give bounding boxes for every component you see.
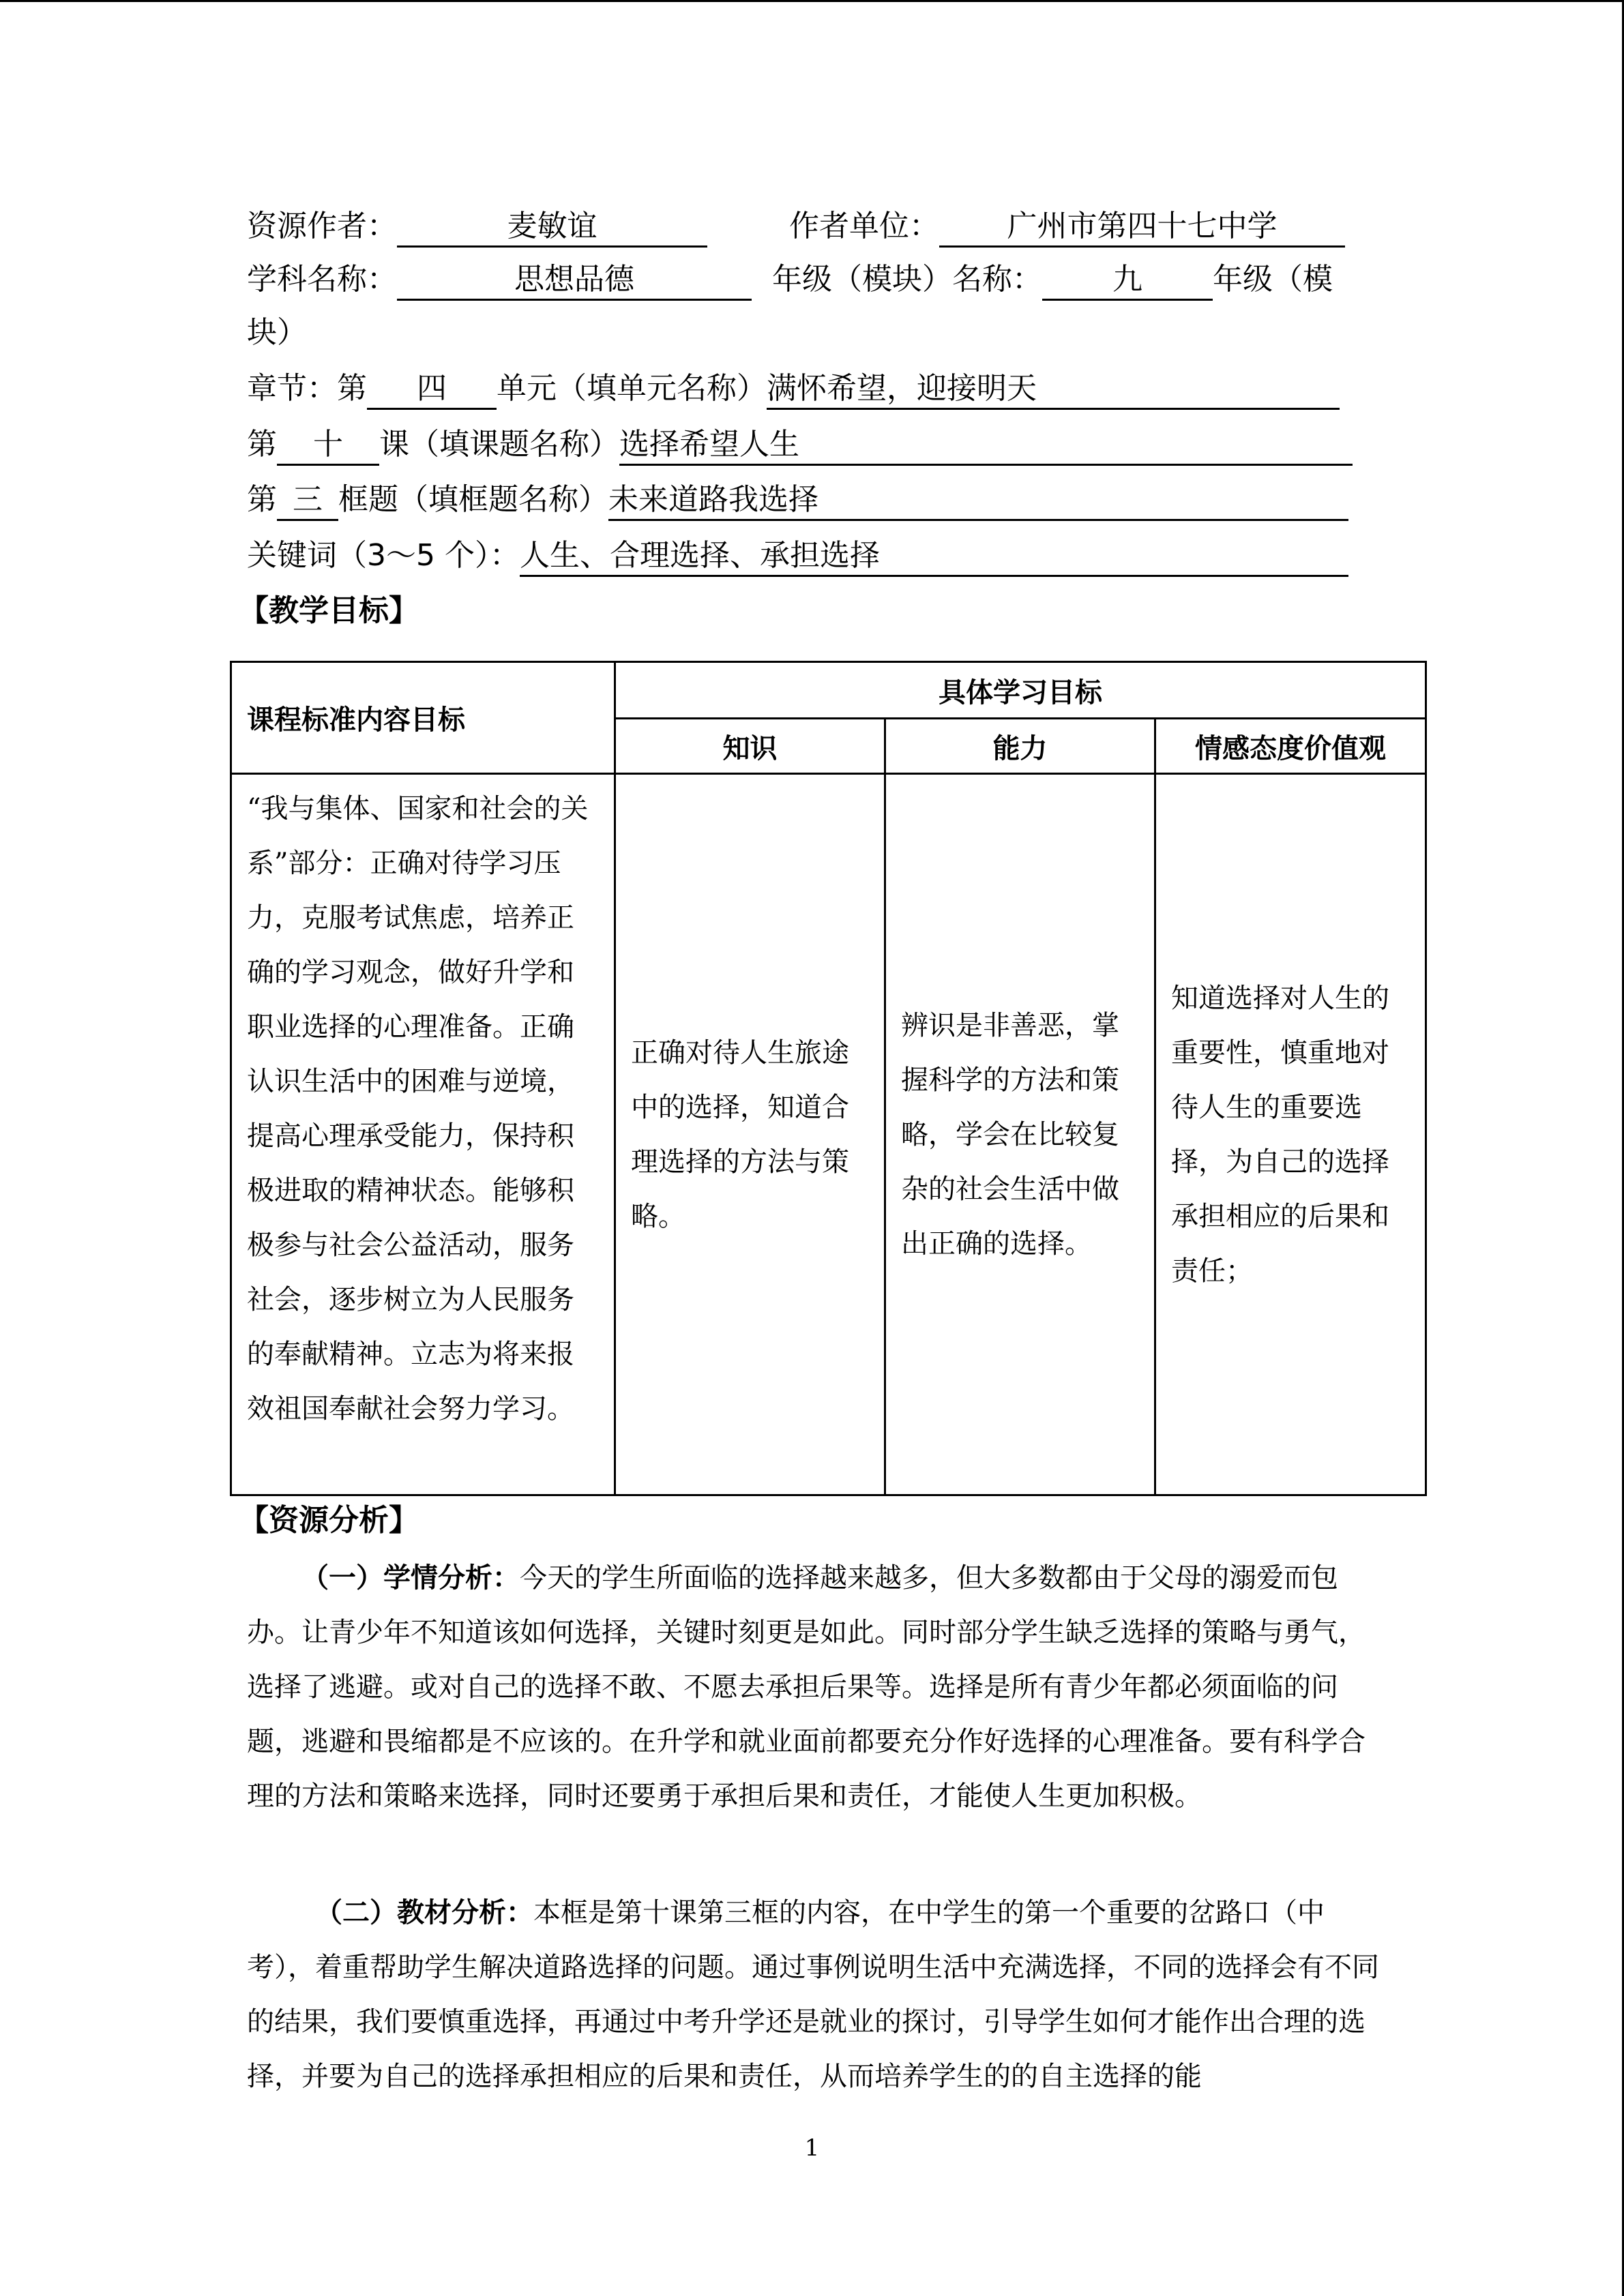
keywords-line [247, 535, 1348, 577]
student-analysis-paragraph [247, 1551, 1379, 1823]
attitude-cell: 知道选择对人生的重要性，慎重地对待人生的重要选择，为自己的选择承担相应的后果和责任； [1155, 774, 1426, 1495]
textbook-analysis-text: 本框是第十课第三框的内容，在中学生的第一个重要的岔路口（中考），着重帮助学生解决道路选择的问题。通过事例说明生活中充满选择，不同的选择会有不同的结果，我们要慎重选择，再通过中考升学还是就业的探讨，引导学生如何才能作出合理的选择，并要为自己的选择承担相应的后果和责任，从而培养学生的的自主选择的能 [247, 1897, 1379, 2092]
subject-label: 学科名称： [247, 262, 397, 297]
keywords-label: 关键词（3～5 个）： [247, 538, 520, 573]
textbook-analysis-paragraph [247, 1885, 1379, 2104]
col-header-knowledge: 知识 [615, 719, 885, 774]
frame-mid: 框题（填框题名称） [338, 482, 608, 517]
lesson-line [247, 424, 1353, 466]
ability-cell: 辨识是非善恶，掌握科学的方法和策略，学会在比较复杂的社会生活中做出正确的选择。 [885, 774, 1155, 1495]
teaching-goals-table [230, 661, 1427, 1496]
chapter-mid: 单元（填单元名称） [497, 371, 767, 406]
grade-suffix: 年级（模 [1213, 262, 1333, 297]
lesson-label: 第 [247, 427, 277, 462]
keywords-value: 人生、合理选择、承担选择 [520, 537, 1348, 577]
unit-label: 作者单位： [789, 209, 939, 243]
frame-label: 第 [247, 482, 277, 517]
author-label: 资源作者： [247, 209, 397, 243]
lesson-number: 十 [277, 426, 379, 466]
chapter-line [247, 368, 1340, 410]
col-header-attitude: 情感态度价值观 [1155, 719, 1426, 774]
textbook-analysis-label: （二）教材分析： [315, 1897, 533, 1928]
resource-analysis-heading: 【资源分析】 [239, 1503, 419, 1538]
subject-line [247, 259, 1333, 301]
unit-value: 广州市第四十七中学 [939, 207, 1345, 248]
student-analysis-text: 今天的学生所面临的选择越来越多，但大多数都由于父母的溺爱而包办。让青少年不知道该如何选择，关键时刻更是如此。同时部分学生缺乏选择的策略与勇气，选择了逃避。或对自己的选择不敢、不愿去承担后果等。选择是所有青少年都必须面临的问题，逃避和畏缩都是不应该的。在升学和就业面前都要充分作好选择的心理准备。要有科学合理的方法和策略来选择，同时还要勇于承担后果和责任，才能使人生更加积极。 [247, 1562, 1365, 1812]
table-header-row [231, 662, 1426, 719]
frame-line [247, 479, 1348, 521]
chapter-number: 四 [367, 370, 497, 410]
table-row [231, 774, 1426, 1495]
frame-name: 未来道路我选择 [608, 481, 1348, 521]
standard-cell: “我与集体、国家和社会的关系”部分：正确对待学习压力，克服考试焦虑，培养正确的学习观念，做好升学和职业选择的心理准备。正确认识生活中的困难与逆境，提高心理承受能力，保持积极进取的精神状态。能够积极参与社会公益活动，服务社会，逐步树立为人民服务的奉献精神。立志为将来报效祖国奉献社会努力学习。 [231, 774, 615, 1495]
col-header-ability: 能力 [885, 719, 1155, 774]
grade-suffix-line [247, 312, 307, 353]
frame-number: 三 [277, 481, 338, 521]
author-line [247, 206, 1345, 248]
student-analysis-label: （一）学情分析： [301, 1562, 520, 1594]
lesson-mid: 课（填课题名称） [379, 427, 619, 462]
col-header-standard: 课程标准内容目标 [231, 662, 615, 774]
grade-value: 九 [1042, 260, 1213, 301]
page-top-border [0, 0, 1624, 2]
grade-label: 年级（模块）名称： [772, 262, 1042, 297]
author-value: 麦敏谊 [397, 207, 707, 248]
page-number: 1 [804, 2134, 820, 2162]
subject-value: 思想品德 [397, 260, 752, 301]
grade-suffix-2: 块） [247, 315, 307, 350]
teaching-goals-heading: 【教学目标】 [239, 593, 419, 628]
col-header-specific: 具体学习目标 [615, 662, 1426, 719]
chapter-name: 满怀希望，迎接明天 [767, 370, 1340, 410]
knowledge-cell: 正确对待人生旅途中的选择，知道合理选择的方法与策略。 [615, 774, 885, 1495]
chapter-label: 章节：第 [247, 371, 367, 406]
lesson-name: 选择希望人生 [619, 426, 1353, 466]
